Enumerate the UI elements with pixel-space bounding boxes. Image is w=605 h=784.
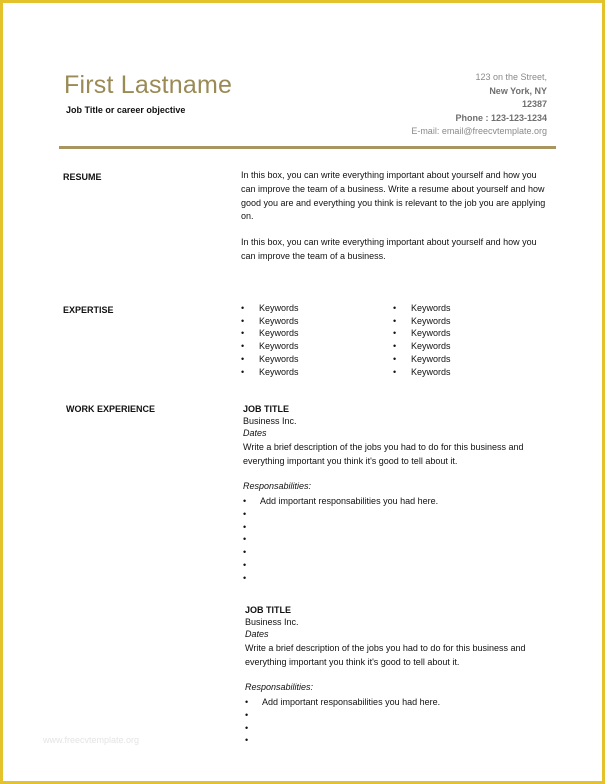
watermark: www.freecvtemplate.org [43,735,140,745]
job-title: JOB TITLE [243,404,290,414]
list-item: • Keywords [241,327,299,340]
list-item [243,546,553,559]
resume-paragraph-2: In this box, you can write everything important about yourself and how you can improve the team of a business. [241,237,537,261]
list-item: • Keywords [241,366,299,379]
address-line-1: 123 on the Street, [475,72,547,82]
candidate-name: First Lastname [64,71,233,99]
list-item: • Keywords [241,353,299,366]
list-item [243,521,553,534]
job-title-objective: Job Title or career objective [66,105,186,115]
list-item [243,508,553,521]
address-line-2: New York, NY [489,85,547,96]
list-item: • Keywords [393,366,451,379]
header-divider [59,146,556,149]
list-item [245,709,555,722]
list-item: • Keywords [393,353,451,366]
job-entry-2 [245,604,555,747]
expertise-list-left [241,302,299,378]
list-item: • Keywords [241,315,299,328]
job-title: JOB TITLE [245,605,292,615]
company-name: Business Inc. [245,617,299,628]
job-description: Write a brief description of the jobs you had to do for this business and everything important you think it's good to tell about it. [243,441,524,466]
list-item: • Keywords [393,302,451,315]
list-item [243,559,553,572]
list-item: • Keywords [241,302,299,315]
email-address: E-mail: email@freecvtemplate.org [411,126,547,137]
job-description: Write a brief description of the jobs you had to do for this business and everything important you think it's good to tell about it. [245,642,526,667]
resume-section-label: RESUME [63,172,102,182]
responsibilities-label: Responsabilities: [243,481,312,492]
list-item: • Keywords [393,315,451,328]
job-dates: Dates [245,629,269,640]
list-item [245,734,555,747]
list-item: • Keywords [393,340,451,353]
responsibilities-list [243,495,553,584]
expertise-section-label: EXPERTISE [63,305,114,315]
list-item [245,722,555,735]
job-entry-1 [243,403,553,584]
contact-block [411,71,547,139]
list-item: • Keywords [241,340,299,353]
responsibilities-list [245,696,555,747]
phone-number: Phone : 123-123-1234 [455,112,547,123]
list-item [243,572,553,585]
work-experience-section-label: WORK EXPERIENCE [66,404,156,414]
responsibilities-label: Responsabilities: [245,682,314,693]
list-item: • Keywords [393,327,451,340]
list-item: • Add important responsabilities you had here. [245,696,555,709]
zip-code: 12387 [521,99,547,110]
company-name: Business Inc. [243,416,297,427]
resume-page [3,3,602,781]
expertise-list-right [393,302,451,378]
list-item [243,533,553,546]
job-dates: Dates [243,428,267,439]
resume-paragraph-1: In this box, you can write everything important about yourself and how you can improve the team of a business. Write a resume about yourself and how good you are and everything you think is relevant to the job you are applying on. [241,170,546,222]
list-item: • Add important responsabilities you had here. [243,495,553,508]
